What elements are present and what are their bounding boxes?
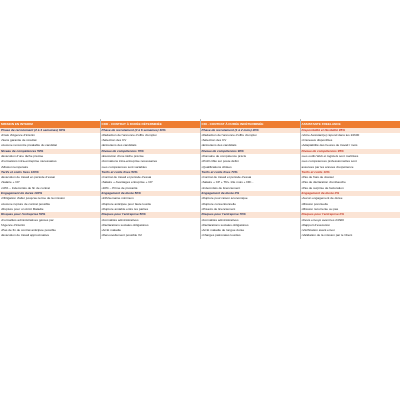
table-row-cell: •Pas de surprise de facturation — [300, 186, 400, 191]
table-row-cell: •Entretiens des candidats — [100, 143, 200, 148]
table-row-cell: •Salaire + CP + TR+ 13e mois + DIF... — [200, 180, 300, 185]
table-row-cell: •Rédaction de l'annonce d'offre d'emploi — [200, 133, 300, 138]
table-row-cell: •Adaptabilité des heures de travail / mois — [300, 143, 400, 148]
comparison-table-body — [0, 119, 400, 239]
table-row-cell: •Formalités administratives — [200, 218, 300, 223]
section-title-row-cell: Niveau de compétences 95% — [300, 149, 400, 154]
table-row-cell: •Aucune rupture de contrat possible — [1, 201, 51, 206]
table-row-cell: •Formalités administratives gérées par — [1, 217, 54, 222]
table-row-cell: •Indemnités de licenciement — [200, 186, 300, 191]
column-header-row-cell: CDI - CONTRAT À DURÉE INDÉTERMINÉE — [200, 121, 300, 128]
column-header-row-cell: CDD - CONTRAT À DURÉE DÉTERMINÉE — [100, 121, 200, 128]
section-title-row-cell: Disponibilité et flexibilité 95% — [300, 128, 400, 133]
table-row-cell: •Salaire + Avantages entreprise + CP — [100, 180, 200, 185]
table-row-cell: l'Agence d'intérim — [1, 222, 26, 227]
section-title-row-cell: Tarifs et coûts fixes 50% — [100, 170, 200, 175]
table-row-cell: •Frais d'Agence d'intérim — [1, 132, 36, 137]
table-row-cell: •Arrêt maladie — [100, 228, 200, 233]
table-row-cell: •Contrat de travail et période d'essai — [200, 175, 300, 180]
table-row-cell: •Exécution de travail approximative — [1, 233, 50, 238]
table-row-cell: •Votre Assistant(e) répond dans les 24h00 — [300, 133, 400, 138]
section-title-row-cell: Tarifs et coûts fixes 70% — [200, 170, 300, 175]
table-row-cell: •Déclarations sociales obligatoires — [200, 223, 300, 228]
table-row-cell: •Exécution d'une tâche précise — [1, 153, 44, 158]
table-row-cell: •Mission récurrente ou pas — [300, 207, 400, 212]
section-title-row-cell: Phase de recrutement (4 à 6 semaines) 40% — [100, 128, 200, 133]
section-title-row-cell: Risques pour l'entreprise 70% — [200, 212, 300, 217]
table-row-cell: •Formalités administratives — [100, 218, 200, 223]
table-row-cell: •Domaine de compétence précis — [200, 154, 300, 159]
section-title-row-cell: Engagement de durée 50% — [100, 191, 200, 196]
table-row-cell: •Rupture conventionnelle — [200, 202, 300, 207]
table-row-cell: •Obligation d'aller jusqu'au terme de la mission — [1, 196, 66, 201]
table-row-cell: •Salaire + CP — [1, 180, 20, 185]
table-row-cell: assurées par les années d'expérience — [300, 165, 400, 170]
table-row-cell: •Devis envoyé avant les 24h00 — [300, 218, 400, 223]
section-title-row-cell: Risques pour l'entreprise 50% — [0, 212, 100, 217]
table-row-cell: •Validation de la mission par le Client — [300, 233, 400, 238]
section-title-row-cell: Niveau de compétences 70% — [100, 149, 200, 154]
table-row-cell: •Qualifications ciblées — [200, 165, 300, 170]
section-title-row-cell: Risques pour l'entreprise 50% — [100, 212, 200, 217]
table-row-cell: •Formations intra-entreprise nécessaires — [100, 159, 200, 164]
table-row — [0, 233, 400, 238]
table-row-cell: •Profil ciblé sur poste défini — [200, 159, 300, 164]
table-row-cell: •Rapport d'exécution — [300, 223, 400, 228]
section-title-row-cell: Phase de recrutement (2 à 4 semaines) 60% — [0, 128, 100, 133]
table-row-cell: •Exécution de travail en période d'essai — [1, 175, 55, 180]
table-row-cell: •Rupture pour raison économique — [200, 196, 300, 201]
column-header-row-cell: MISSION EN INTERIM — [0, 121, 100, 128]
table-row-cell: •Les compétences sont variables — [100, 165, 200, 170]
table-row-cell: •Arrêt maladie de longue durée — [200, 228, 300, 233]
table-row-cell: •Rupture amiable entre les parties — [100, 207, 200, 212]
table-row-cell: •Pas de frais de dossier — [300, 175, 400, 180]
table-row-cell: •Vérification avant envoi — [300, 228, 400, 233]
table-row-cell: •Sélection des CV — [200, 138, 300, 143]
table-row-cell: •10% – Prime de précarité — [100, 186, 200, 191]
table-row-cell: •Mission temporaire — [1, 164, 29, 169]
comparison-spreadsheet — [0, 119, 400, 239]
section-title-row-cell: Engagement de durée 0% — [200, 191, 300, 196]
table-row-cell: •Entretiens des candidats — [200, 143, 300, 148]
table-row-cell: •Sélection des CV — [100, 138, 200, 143]
table-row-cell: •Les outils Web et logiciels sont maîtrisés — [300, 154, 400, 159]
table-row-cell: •Les compétences professionnelles sont — [300, 159, 400, 164]
section-title-row-cell: Engagement de durée 100% — [0, 191, 100, 196]
section-title-row-cell: Risques pour l'entreprise 0% — [300, 212, 400, 217]
section-title-row-cell: Tarifs et coûts fixes 100% — [0, 170, 100, 175]
table-row-cell: •Renouvellement possible X2 — [100, 233, 200, 238]
table-row-cell: •Formations intra-entreprise nécessaires — [1, 159, 57, 164]
table-row-cell: •Créneaux disponibles — [300, 138, 400, 143]
table-row-cell: •Contrat de travail et période d'essai — [100, 175, 200, 180]
table-row-cell: •Déclarations sociales obligatoires — [100, 223, 200, 228]
table-row-cell: •Mission ponctuelle — [300, 202, 400, 207]
table-row-cell: •Rupture anticipée pour faute lourde — [100, 202, 200, 207]
table-row-cell: •Aucune rencontre préalable du candidat — [1, 143, 57, 148]
table-row-cell: •Rupture pour un Arrêt Maladie — [1, 206, 44, 211]
column-header-row-cell: ASSISTANTE FREELANCE — [300, 121, 400, 128]
section-title-row-cell: Tarifs et coûts 10% — [300, 170, 400, 175]
table-row-cell: •Pas de fin de contrat anticipée possible — [1, 228, 56, 233]
table-row-cell: •Charges patronales lourdes — [200, 233, 300, 238]
table-row-cell: •24h/semaine minimum — [100, 196, 200, 201]
table-row-cell: •Exécution d'une tâche précise — [100, 154, 200, 159]
comparison-table — [0, 119, 400, 239]
table-row-cell: •10% – Indemnités de fin de contrat — [1, 185, 50, 190]
section-title-row-cell: Engagement de durée 0% — [300, 191, 400, 196]
table-row-cell: •Sans garantie de résultat — [1, 138, 37, 143]
section-title-row-cell: Niveau de compétences 90% — [200, 149, 300, 154]
table-row-cell: •Rédaction de l'annonce d'offre d'emploi — [100, 133, 200, 138]
table-row-cell: •Aucun engagement de durée — [300, 196, 400, 201]
table-row-cell: •Préavis de licenciement — [200, 207, 300, 212]
section-title-row-cell: Phase de recrutement (1 à 2 mois) 20% — [200, 128, 300, 133]
table-row-cell: •Pas de déclaration d'embauche — [300, 180, 400, 185]
section-title-row-cell: Niveau de compétences 50% — [0, 149, 100, 154]
